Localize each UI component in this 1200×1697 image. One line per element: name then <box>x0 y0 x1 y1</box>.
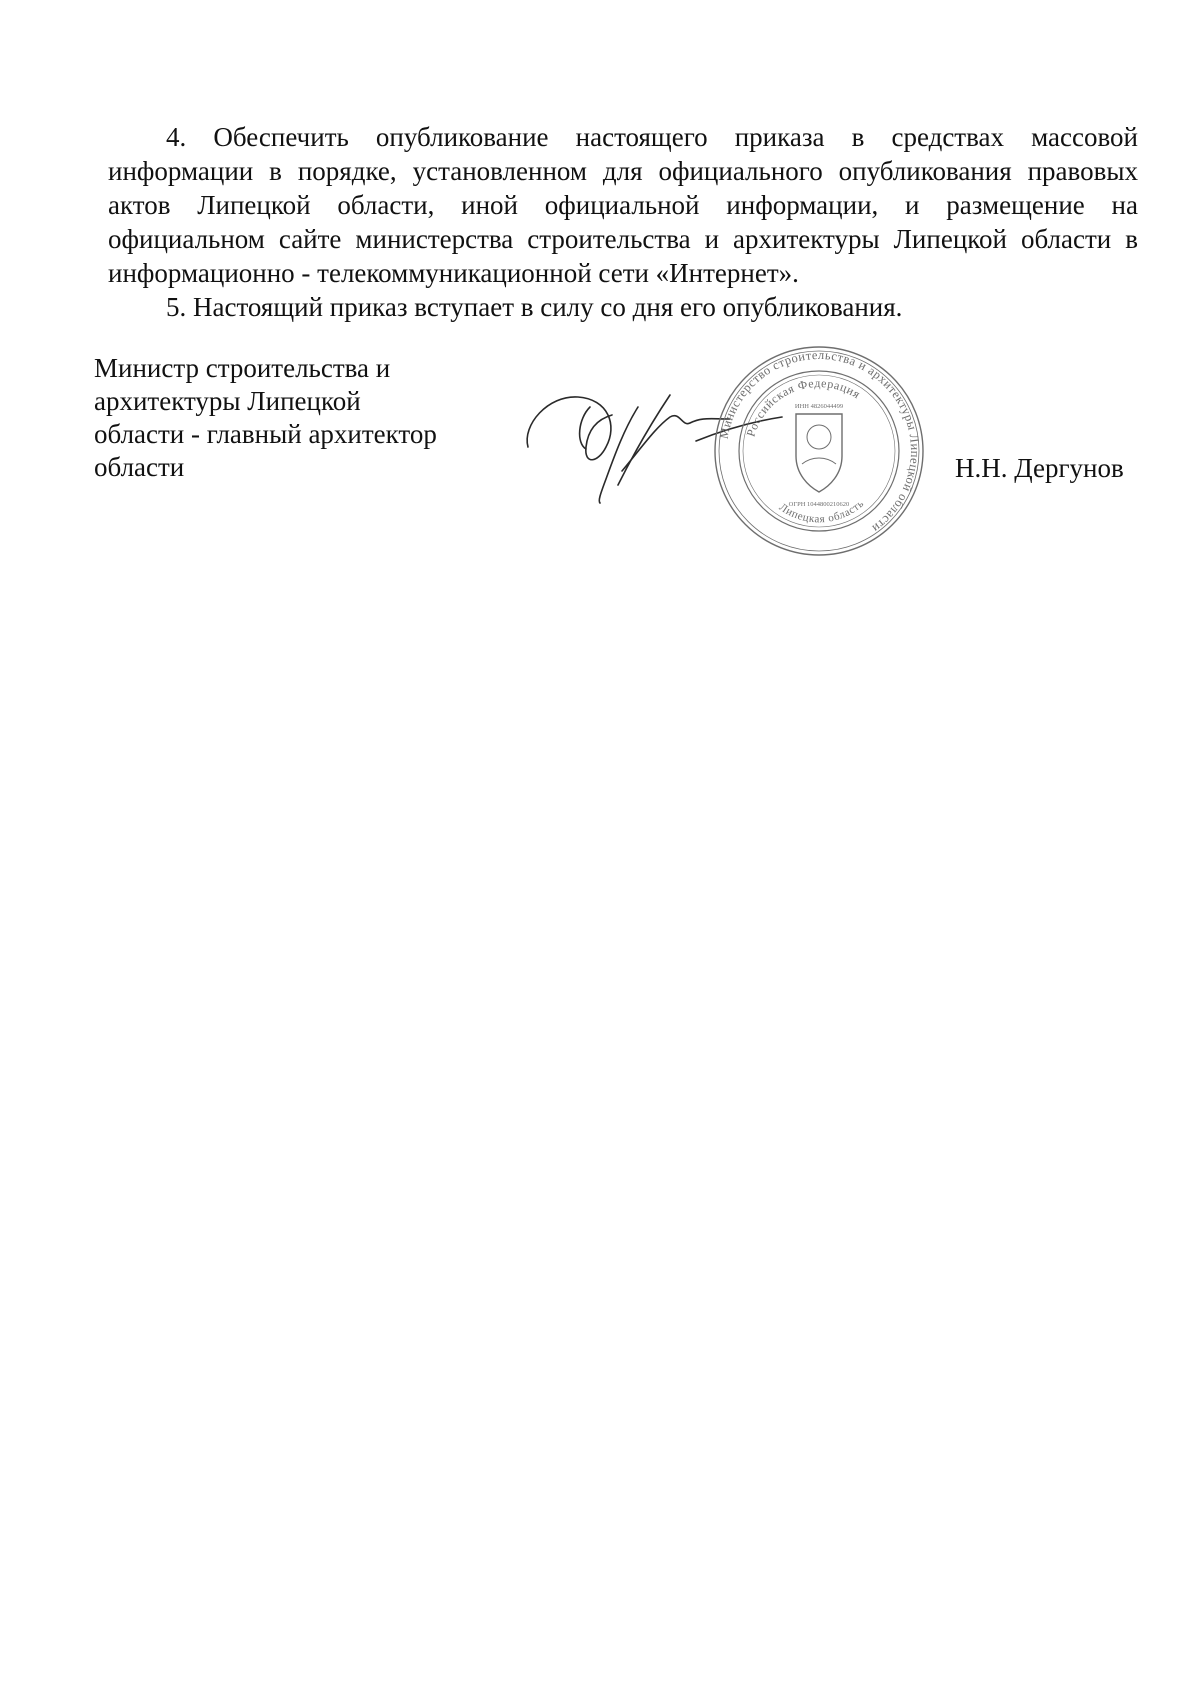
official-seal-icon <box>712 344 926 558</box>
seal-bottom-text: Липецкая область <box>776 497 867 526</box>
signatory-position-line: Министр строительства и <box>94 353 391 383</box>
signatory-position-line: области <box>94 452 185 482</box>
signatory-position-line: архитектуры Липецкой <box>94 386 361 416</box>
seal-inn-text: ИНН 4826044499 <box>794 403 844 410</box>
signatory-position-line: области - главный архитектор <box>94 419 437 449</box>
order-body-text <box>108 120 1138 324</box>
seal-ogrn-text: ОГРН 1044800210620 <box>788 501 850 508</box>
paragraph-item-5: 5. Настоящий приказ вступает в силу со дня его опубликования. <box>166 292 903 322</box>
seal-outer-text: Министерство строительства и архитектуры Липецкой области <box>716 347 923 536</box>
signer-name: Н.Н. Дергунов <box>955 453 1124 483</box>
seal-inner-text: Российская Федерация <box>743 375 864 439</box>
paragraph-item-4: 4. Обеспечить опубликование настоящего приказа в средствах массовой информации в порядке, установленном для официального опубликования правовых актов Липецкой области, иной официальной информации, и размещение на официальном сайте министерства строительства и архитектуры Липецкой области в информационно - телекоммуникационной сети «Интернет». <box>108 122 1138 288</box>
signatory-position <box>94 352 474 484</box>
